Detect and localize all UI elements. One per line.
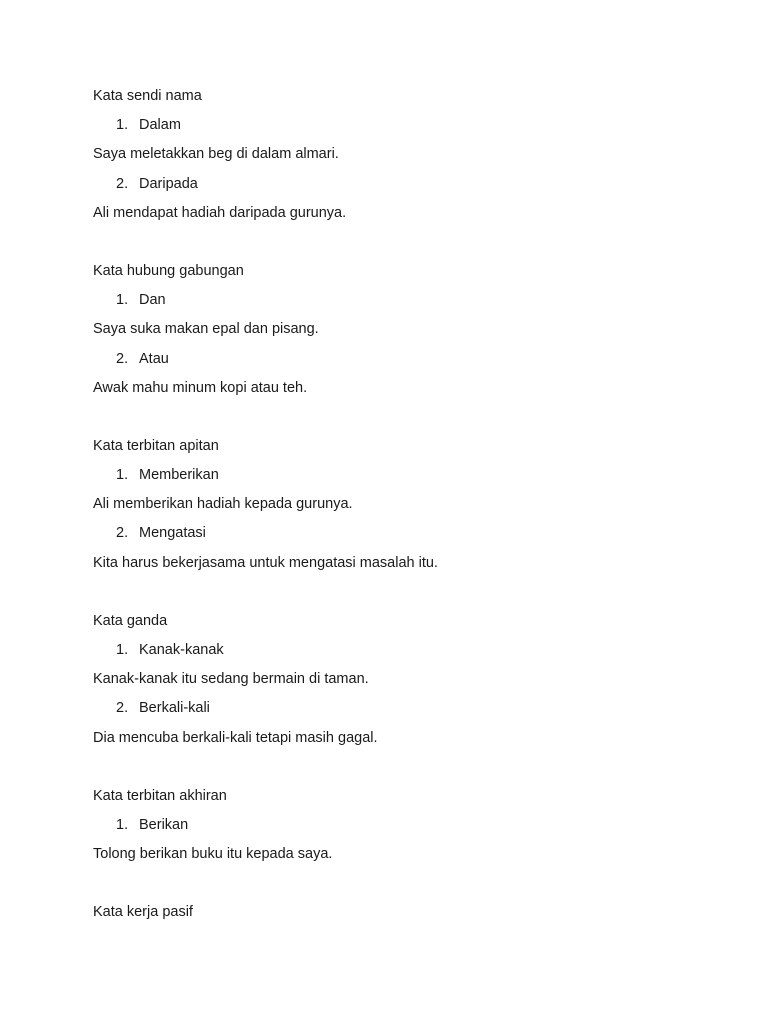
list-number: 1. xyxy=(116,642,129,658)
example-sentence: Kita harus bekerjasama untuk mengatasi masalah itu. xyxy=(93,554,438,571)
list-item xyxy=(93,523,713,552)
section-heading: Kata ganda xyxy=(93,612,168,629)
list-word: Mengatasi xyxy=(139,525,206,542)
list-number: 1. xyxy=(116,292,129,309)
list-item xyxy=(93,815,713,844)
list-number: 1. xyxy=(116,467,129,484)
list-word: Atau xyxy=(139,350,169,367)
section-kata-hubung-gabungan xyxy=(93,261,713,407)
example-sentence: Ali mendapat hadiah daripada gurunya. xyxy=(93,204,347,221)
section-heading: Kata sendi nama xyxy=(93,88,202,104)
section-kata-terbitan-apitan xyxy=(93,436,713,582)
example-sentence: Ali memberikan hadiah kepada gurunya. xyxy=(93,496,353,513)
list-word: Berikan xyxy=(139,816,189,833)
example-sentence: Saya suka makan epal dan pisang. xyxy=(93,321,319,338)
list-word: Memberikan xyxy=(139,467,219,484)
list-word: Daripada xyxy=(139,175,198,192)
section-heading: Kata kerja pasif xyxy=(93,904,193,921)
section-kata-sendi-nama xyxy=(93,86,713,232)
list-word: Dan xyxy=(139,292,166,309)
list-number: 2. xyxy=(116,350,129,367)
list-item xyxy=(93,465,713,494)
section-heading: Kata terbitan akhiran xyxy=(93,787,227,804)
list-item xyxy=(93,640,713,669)
list-number: 1. xyxy=(116,117,129,134)
section-kata-ganda xyxy=(93,611,713,757)
list-number: 2. xyxy=(116,700,129,717)
example-sentence: Awak mahu minum kopi atau teh. xyxy=(93,379,308,396)
section-kata-kerja-pasif xyxy=(93,902,713,931)
document-body xyxy=(93,86,713,932)
example-sentence: Saya meletakkan beg di dalam almari. xyxy=(93,146,339,163)
section-heading: Kata hubung gabungan xyxy=(93,262,244,279)
section-heading: Kata terbitan apitan xyxy=(93,437,219,454)
list-item xyxy=(93,174,713,203)
list-number: 2. xyxy=(116,175,129,192)
example-sentence: Tolong berikan buku itu kepada saya. xyxy=(93,846,333,863)
section-kata-terbitan-akhiran xyxy=(93,786,713,874)
example-sentence: Dia mencuba berkali-kali tetapi masih gagal. xyxy=(93,729,378,746)
list-word: Dalam xyxy=(139,117,181,134)
list-item xyxy=(93,698,713,727)
example-sentence: Kanak-kanak itu sedang bermain di taman. xyxy=(93,671,369,688)
list-item xyxy=(93,349,713,378)
list-word: Berkali-kali xyxy=(139,700,210,717)
list-item xyxy=(93,115,713,144)
list-number: 2. xyxy=(116,525,129,542)
list-word: Kanak-kanak xyxy=(139,642,224,658)
list-item xyxy=(93,290,713,319)
list-number: 1. xyxy=(116,816,129,833)
